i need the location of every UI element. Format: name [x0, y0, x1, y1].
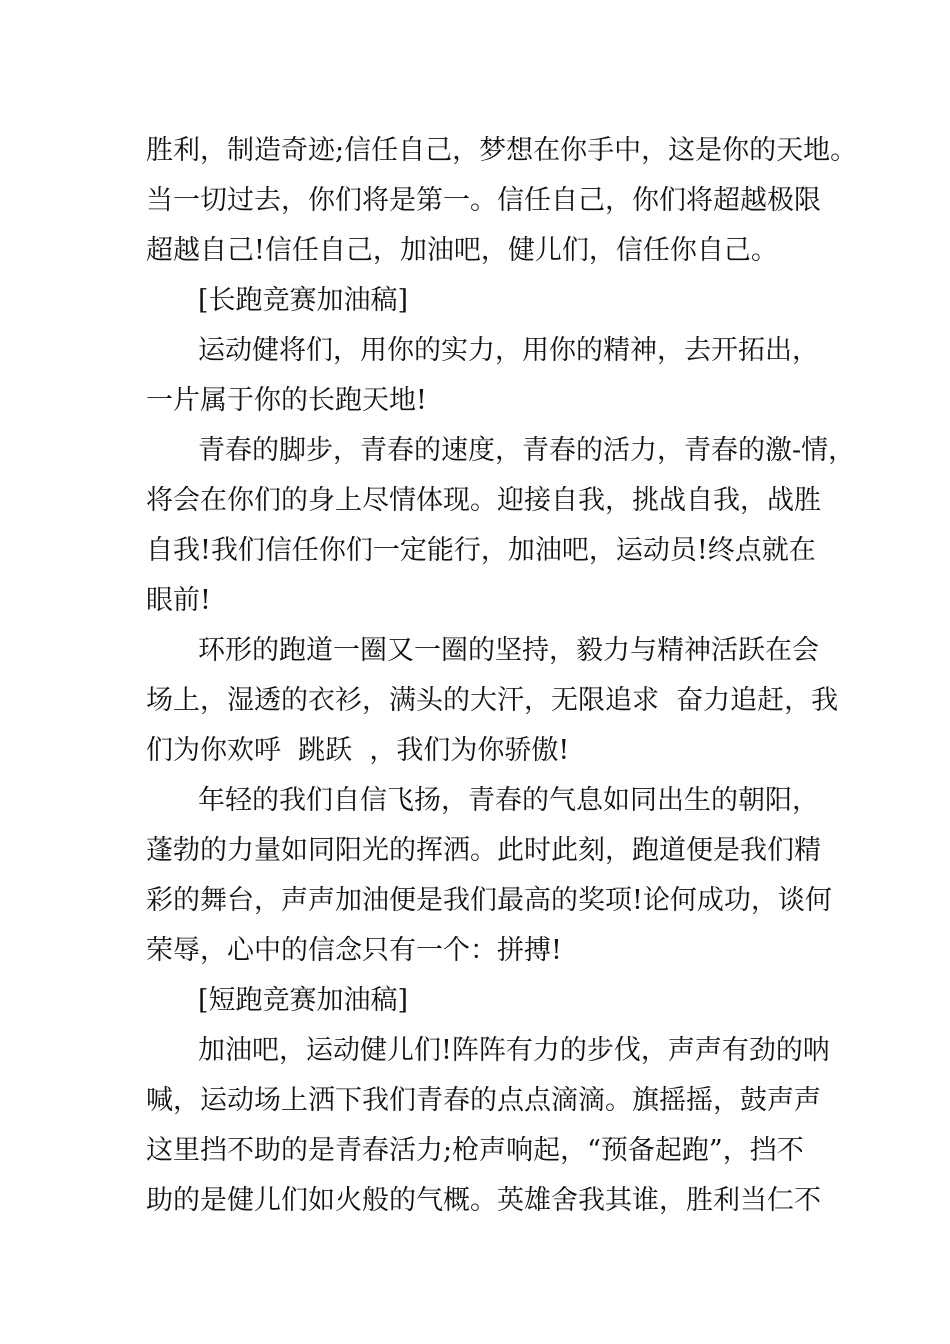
text-line: 自我!我们信任你们一定能行，加油吧，运动员!终点就在: [146, 535, 816, 566]
text-line: 超越自己!信任自己，加油吧，健儿们，信任你自己。: [146, 235, 778, 266]
text-line: 胜利，制造奇迹;信任自己，梦想在你手中，这是你的天地。: [146, 135, 858, 166]
text-line: 当一切过去，你们将是第一。信任自己，你们将超越极限: [146, 185, 821, 216]
text-line: 场上，湿透的衣衫，满头的大汗，无限追求 奋力追赶，我: [146, 685, 839, 716]
section-heading-long-run: [长跑竞赛加油稿]: [198, 285, 409, 316]
paragraph-start: 加油吧，运动健儿们!阵阵有力的步伐，声声有劲的呐: [198, 1035, 830, 1066]
text-line: 助的是健儿们如火般的气概。英雄舍我其谁，胜利当仁不: [146, 1185, 821, 1216]
text-line: 将会在你们的身上尽情体现。迎接自我，挑战自我，战胜: [146, 485, 821, 516]
paragraph-start: 青春的脚步，青春的速度，青春的活力，青春的激-情，: [198, 435, 856, 466]
document-body: [146, 126, 858, 1226]
paragraph-start: 年轻的我们自信飞扬，青春的气息如同出生的朝阳，: [198, 785, 819, 816]
text-line: 彩的舞台，声声加油便是我们最高的奖项!论何成功，谈何: [146, 885, 832, 916]
text-line: 喊，运动场上洒下我们青春的点点滴滴。旗摇摇，鼓声声: [146, 1085, 821, 1116]
text-line: 荣辱，心中的信念只有一个：拼搏!: [146, 935, 562, 966]
text-line: 一片属于你的长跑天地!: [146, 385, 427, 416]
text-line: 蓬勃的力量如同阳光的挥洒。此时此刻，跑道便是我们精: [146, 835, 821, 866]
paragraph-start: 运动健将们，用你的实力，用你的精神，去开拓出，: [198, 335, 819, 366]
text-line: 眼前!: [146, 585, 211, 616]
section-heading-sprint: [短跑竞赛加油稿]: [198, 985, 409, 1016]
text-line: 们为你欢呼 跳跃 ，我们为你骄傲!: [146, 735, 570, 766]
text-line: 这里挡不助的是青春活力;枪声响起，“预备起跑”，挡不: [146, 1135, 804, 1166]
paragraph-start: 环形的跑道一圈又一圈的坚持，毅力与精神活跃在会: [198, 635, 819, 666]
